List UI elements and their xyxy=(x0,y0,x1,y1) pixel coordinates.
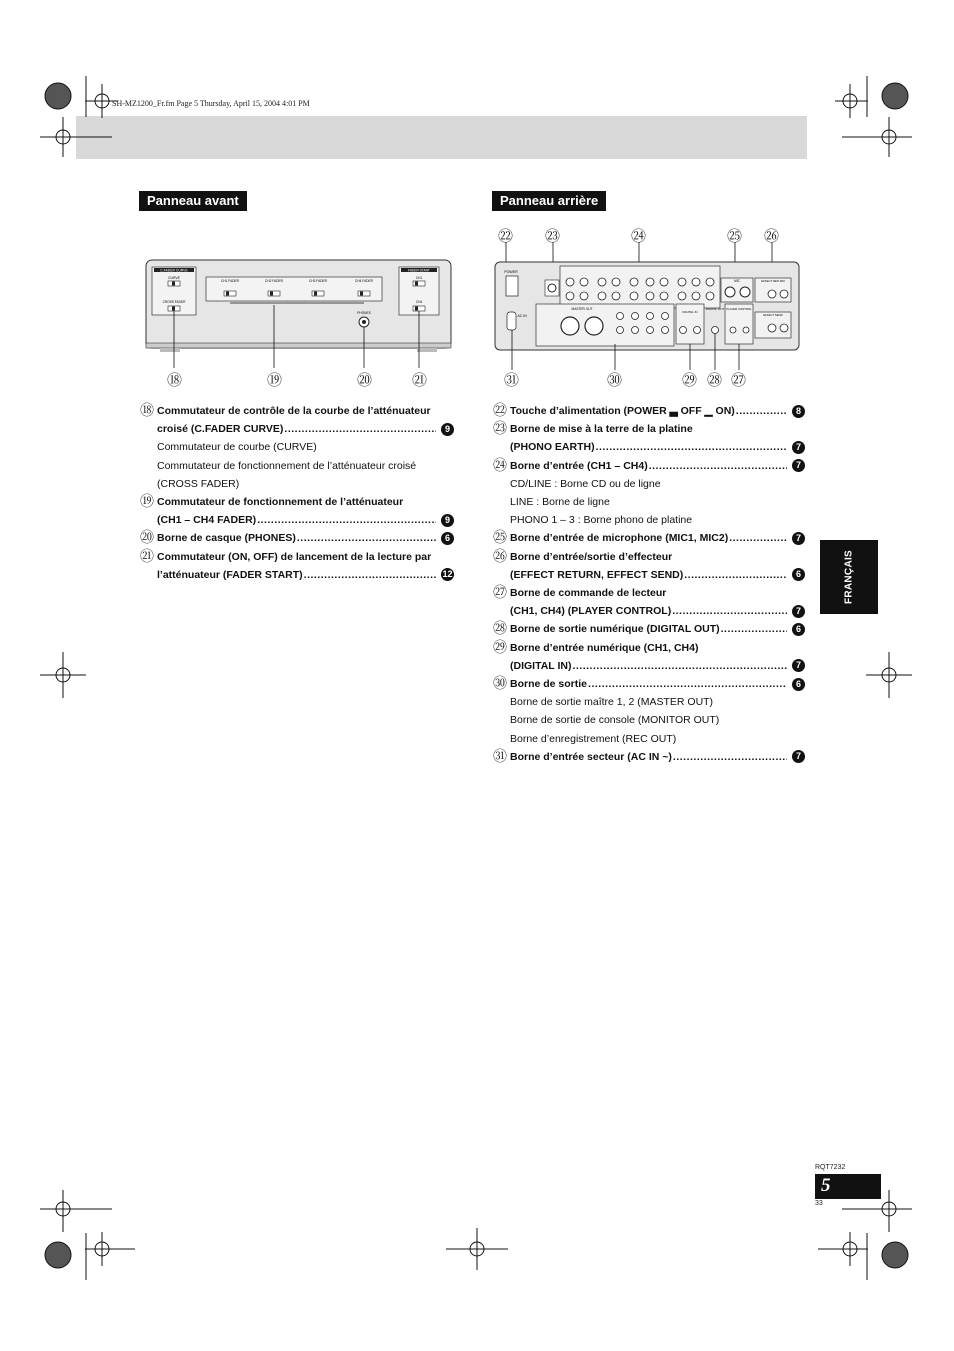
item-text: Commutateur de courbe (CURVE) xyxy=(157,441,317,454)
dot-leader xyxy=(588,676,787,692)
ch2-fader-label: CH2 FADER xyxy=(265,279,283,283)
rear-callout-31: ㉛ xyxy=(504,372,520,389)
item-number: ㉖ xyxy=(493,547,507,564)
digital-in-ch4-jack[interactable] xyxy=(694,327,701,334)
mic-label: MIC xyxy=(734,279,740,283)
page-ref-badge: 7 xyxy=(792,459,805,472)
list-item xyxy=(493,494,805,510)
effect-send-label: EFFECT SEND xyxy=(763,313,783,317)
list-item xyxy=(140,567,454,583)
item-number: ⑱ xyxy=(140,402,154,418)
list-item xyxy=(493,621,805,637)
item-text: Borne de mise à la terre de la platine xyxy=(510,423,693,436)
player-control-ch4-jack[interactable] xyxy=(743,327,749,333)
rear-callout-29: ㉙ xyxy=(682,372,698,389)
item-text: Borne d’enregistrement (REC OUT) xyxy=(510,732,677,745)
player-control-ch1-jack[interactable] xyxy=(730,327,736,333)
ch3-fader-label: CH3 FADER xyxy=(309,279,327,283)
item-text: l’atténuateur (FADER START) xyxy=(157,568,303,581)
list-item xyxy=(493,749,805,765)
ch1-fader-label: CH1 FADER xyxy=(221,279,239,283)
rear-callout-22: ㉒ xyxy=(498,228,514,245)
list-item xyxy=(493,549,805,565)
page-sub-number: 33 xyxy=(815,1200,823,1207)
dot-leader xyxy=(736,403,787,419)
mic1-jack[interactable] xyxy=(725,287,735,297)
front-callout-21: ㉑ xyxy=(412,372,428,389)
digital-in-label: DIGITAL IN xyxy=(682,310,698,314)
effect-return-r-jack[interactable] xyxy=(780,290,788,298)
cross-fader-label: CROSS FADER xyxy=(162,300,186,304)
ac-in-label: AC IN xyxy=(517,314,527,318)
item-number: ㉒ xyxy=(493,402,507,418)
item-text: Borne de sortie de console (MONITOR OUT) xyxy=(510,714,720,727)
ch1-fader-switch[interactable] xyxy=(224,291,236,296)
list-item xyxy=(140,549,454,565)
rear-callout-28: ㉘ xyxy=(707,372,723,389)
fader-start-ch4-switch[interactable] xyxy=(413,306,425,311)
effect-send-r-jack[interactable] xyxy=(780,324,788,332)
dot-leader xyxy=(284,421,436,437)
master-out-label: MASTER OUT xyxy=(571,307,593,311)
item-text: Commutateur de contrôle de la courbe de l’atténuateur xyxy=(157,405,431,417)
rear-callout-24: ㉔ xyxy=(631,228,647,245)
dot-leader xyxy=(297,530,436,546)
page-ref-badge: 6 xyxy=(792,678,805,691)
fader-start-ch1-switch[interactable] xyxy=(413,281,425,286)
list-item xyxy=(140,458,454,474)
item-text: Borne d’entrée de microphone (MIC1, MIC2) xyxy=(510,532,729,545)
page-ref-badge: 7 xyxy=(792,659,805,672)
rear-callout-23: ㉓ xyxy=(545,228,561,245)
list-item xyxy=(493,658,805,674)
effect-send-l-jack[interactable] xyxy=(768,324,776,332)
item-number: ㉙ xyxy=(493,638,507,655)
item-text: (DIGITAL IN) xyxy=(510,659,572,672)
item-number: ⑳ xyxy=(140,529,154,546)
rear-callout-25: ㉕ xyxy=(727,228,743,245)
digital-in-ch1-jack[interactable] xyxy=(680,327,687,334)
item-text: PHONO 1 – 3 : Borne phono de platine xyxy=(510,514,693,527)
item-number: ㉗ xyxy=(493,584,507,600)
list-item xyxy=(493,712,805,728)
list-item xyxy=(493,476,805,492)
rear-callout-30: ㉚ xyxy=(607,372,623,389)
page-number: 5 xyxy=(821,1175,831,1196)
list-item xyxy=(140,439,454,455)
page-ref-badge: 7 xyxy=(792,750,805,763)
page-ref-badge: 9 xyxy=(441,514,454,527)
list-item xyxy=(493,439,805,455)
list-item xyxy=(140,476,454,492)
front-callout-20: ⑳ xyxy=(357,372,373,389)
list-item xyxy=(140,403,454,419)
page-ref-badge: 7 xyxy=(792,441,805,454)
c-fader-curve-label: C.FADER CURVE xyxy=(160,268,188,273)
phones-label: PHONES xyxy=(357,311,371,315)
list-item xyxy=(493,585,805,601)
dot-leader xyxy=(729,530,787,546)
item-text: Borne de sortie maître 1, 2 (MASTER OUT) xyxy=(510,696,714,709)
list-item xyxy=(493,567,805,583)
rear-callout-26: ㉖ xyxy=(764,228,780,245)
item-number: ⑲ xyxy=(140,493,154,509)
list-item xyxy=(140,421,454,437)
language-tab xyxy=(820,540,878,614)
fader-start-ch1-label: CH1 xyxy=(415,276,423,280)
item-text: Borne d’entrée numérique (CH1, CH4) xyxy=(510,641,699,654)
rear-callout-27: ㉗ xyxy=(731,372,747,389)
file-header-note: SH-MZ1200_Fr.fm Page 5 Thursday, April 15, 2004 4:01 PM xyxy=(112,99,310,108)
item-text: Touche d’alimentation (POWER ▃ OFF ▁ ON) xyxy=(510,405,735,417)
front-panel-title: Panneau avant xyxy=(139,191,247,211)
item-text: LINE : Borne de ligne xyxy=(510,496,610,508)
dot-leader xyxy=(673,749,787,765)
page-ref-badge: 8 xyxy=(792,405,805,418)
dot-leader xyxy=(257,512,436,528)
page-number-box xyxy=(815,1174,881,1199)
item-text: Borne de sortie numérique (DIGITAL OUT) xyxy=(510,623,720,636)
list-item xyxy=(493,676,805,692)
power-label: POWER xyxy=(504,270,518,274)
phono-earth-terminal[interactable] xyxy=(548,284,556,292)
item-text: Borne d’entrée (CH1 – CH4) xyxy=(510,459,648,472)
item-text: Borne de casque (PHONES) xyxy=(157,532,296,545)
front-panel-diagram xyxy=(140,255,458,390)
dot-leader xyxy=(649,458,787,474)
list-item xyxy=(493,403,805,419)
dot-leader xyxy=(684,567,787,583)
item-text: croisé (C.FADER CURVE) xyxy=(157,423,284,436)
list-item xyxy=(493,603,805,619)
fader-start-label: FADER START xyxy=(408,268,430,273)
fader-start-ch4-label: CH4 xyxy=(415,300,423,304)
list-item xyxy=(493,694,805,710)
list-item xyxy=(493,421,805,437)
item-number: ㉘ xyxy=(493,620,507,637)
item-text: Commutateur de fonctionnement de l’atténuateur xyxy=(157,496,404,508)
item-number: ㉕ xyxy=(493,529,507,546)
list-item xyxy=(493,640,805,656)
list-item xyxy=(493,512,805,528)
item-text: Borne d’entrée/sortie d’effecteur xyxy=(510,550,673,563)
list-item xyxy=(140,530,454,546)
list-item xyxy=(140,494,454,510)
master-out-1-jack[interactable] xyxy=(561,317,579,335)
page-ref-badge: 6 xyxy=(441,532,454,545)
ch4-fader-switch[interactable] xyxy=(358,291,370,296)
item-text: Commutateur (ON, OFF) de lancement de la lecture par xyxy=(157,550,432,563)
item-number: ㉚ xyxy=(493,675,507,691)
item-text: (EFFECT RETURN, EFFECT SEND) xyxy=(510,568,684,581)
list-item xyxy=(493,458,805,474)
mic2-jack[interactable] xyxy=(740,287,750,297)
list-item xyxy=(140,512,454,528)
effect-return-label: EFFECT RETURN xyxy=(761,279,785,283)
document-code: RQT7232 xyxy=(815,1164,846,1171)
rear-panel-list xyxy=(493,403,805,773)
dot-leader xyxy=(304,567,436,583)
list-item xyxy=(493,731,805,747)
front-callout-18: ⑱ xyxy=(167,372,183,389)
rear-panel-title: Panneau arrière xyxy=(492,191,606,211)
power-button[interactable] xyxy=(506,276,518,296)
item-text: Borne de commande de lecteur xyxy=(510,587,667,599)
ch4-fader-label: CH4 FADER xyxy=(355,279,373,283)
master-out-2-jack[interactable] xyxy=(585,317,603,335)
list-item xyxy=(493,530,805,546)
effect-return-l-jack[interactable] xyxy=(768,290,776,298)
ch3-fader-switch[interactable] xyxy=(312,291,324,296)
item-text: Borne de sortie xyxy=(510,678,588,690)
front-panel-list xyxy=(140,403,454,583)
item-text: CD/LINE : Borne CD ou de ligne xyxy=(510,477,661,490)
front-callout-19: ⑲ xyxy=(267,372,283,389)
digital-out-label: DIGITAL OUT xyxy=(705,307,725,311)
page-ref-badge: 7 xyxy=(792,532,805,545)
item-text: (CROSS FADER) xyxy=(157,477,240,490)
dot-leader xyxy=(572,658,787,674)
item-text: Borne d’entrée secteur (AC IN ~) xyxy=(510,750,672,763)
item-text: (CH1 – CH4 FADER) xyxy=(157,514,257,527)
item-number: ㉛ xyxy=(493,747,507,764)
dot-leader xyxy=(672,603,787,619)
page-ref-badge: 9 xyxy=(441,423,454,436)
player-control-label: PLAYER CONTROL xyxy=(726,307,752,311)
item-text: (CH1, CH4) (PLAYER CONTROL) xyxy=(510,605,672,618)
item-text: (PHONO EARTH) xyxy=(510,441,595,454)
digital-out-jack[interactable] xyxy=(712,327,719,334)
item-text: Commutateur de fonctionnement de l’atténuateur croisé xyxy=(157,459,417,472)
language-tab-label: FRANÇAIS xyxy=(843,549,855,605)
item-number: ㉓ xyxy=(493,420,507,437)
ac-in-socket[interactable] xyxy=(507,312,516,330)
page-ref-badge: 12 xyxy=(442,569,453,580)
dot-leader xyxy=(596,439,787,455)
page-ref-badge: 6 xyxy=(792,568,805,581)
ch2-fader-switch[interactable] xyxy=(268,291,280,296)
item-number: ㉑ xyxy=(140,547,154,564)
page-ref-badge: 6 xyxy=(792,623,805,636)
page-ref-badge: 7 xyxy=(792,605,805,618)
dot-leader xyxy=(721,621,787,637)
rear-panel-diagram xyxy=(490,240,806,390)
curve-label: CURVE xyxy=(168,276,180,280)
item-number: ㉔ xyxy=(493,456,507,473)
